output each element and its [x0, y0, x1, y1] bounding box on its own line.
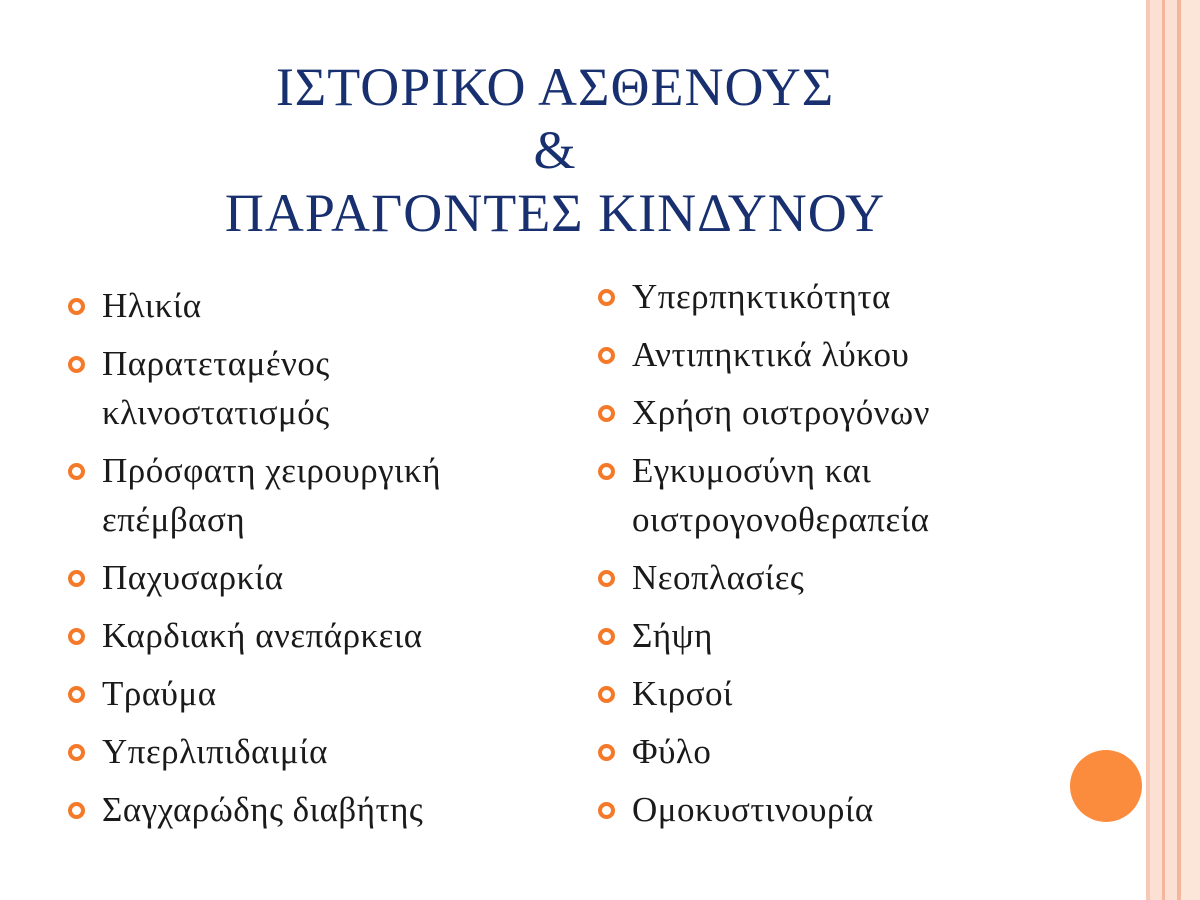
list-item — [64, 669, 564, 718]
list-item — [594, 446, 1134, 544]
title-line-1: ΙΣΤΟΡΙΚΟ ΑΣΘΕΝΟΥΣ — [275, 57, 835, 117]
list-item-label: Καρδιακή ανεπάρκεια — [102, 616, 423, 655]
list-item-label: Φύλο — [632, 732, 712, 771]
list-item-label: Υπερλιπιδαιμία — [102, 732, 328, 771]
list-item-label: Ηλικία — [102, 286, 202, 325]
slide-title — [0, 56, 1110, 245]
list-item — [64, 727, 564, 776]
list-item-label: Τραύμα — [102, 674, 217, 713]
decorative-stripe — [1165, 0, 1177, 900]
list-item — [64, 446, 564, 544]
bullet-icon — [598, 347, 615, 364]
risk-factors-right-list — [594, 272, 1134, 843]
list-item-label: Πρόσφατη χειρουργική επέμβαση — [102, 451, 441, 539]
bullet-icon — [68, 570, 85, 587]
bullet-icon — [598, 686, 615, 703]
list-item-label: Σήψη — [632, 616, 713, 655]
bullet-icon — [598, 744, 615, 761]
bullet-icon — [598, 802, 615, 819]
list-item-label: Χρήση οιστρογόνων — [632, 393, 930, 432]
bullet-icon — [68, 686, 85, 703]
list-item-label: Κιρσοί — [632, 674, 733, 713]
list-item — [64, 553, 564, 602]
bullet-icon — [68, 298, 85, 315]
decorative-stripe — [1181, 0, 1200, 900]
list-item — [594, 388, 1134, 437]
decorative-stripe — [1150, 0, 1162, 900]
list-item — [594, 553, 1134, 602]
bullet-icon — [68, 463, 85, 480]
bullet-icon — [598, 463, 615, 480]
list-item-label: Σαγχαρώδης διαβήτης — [102, 790, 424, 829]
title-line-3: ΠΑΡΑΓΟΝΤΕΣ ΚΙΝΔΥΝΟΥ — [224, 183, 886, 243]
bullet-icon — [68, 356, 85, 373]
list-item — [64, 785, 564, 834]
risk-factors-left-list — [64, 281, 564, 843]
list-item-label: Νεοπλασίες — [632, 558, 805, 597]
list-item — [594, 785, 1134, 834]
bullet-icon — [598, 628, 615, 645]
list-item — [594, 669, 1134, 718]
bullet-icon — [598, 570, 615, 587]
bullet-icon — [598, 289, 615, 306]
bullet-icon — [68, 744, 85, 761]
list-item — [594, 611, 1134, 660]
list-item-label: Αντιπηκτικά λύκου — [632, 335, 910, 374]
list-item-label: Εγκυμοσύνη και οιστρογονοθεραπεία — [632, 451, 930, 539]
bullet-icon — [598, 405, 615, 422]
list-item-label: Παχυσαρκία — [102, 558, 284, 597]
bullet-icon — [68, 628, 85, 645]
list-item — [64, 339, 564, 437]
list-item-label: Παρατεταμένος κλινοστατισμός — [102, 344, 330, 432]
list-item — [594, 272, 1134, 321]
list-item — [64, 281, 564, 330]
list-item — [64, 611, 564, 660]
title-line-2: & — [533, 120, 577, 180]
list-item — [594, 727, 1134, 776]
list-item-label: Ομοκυστινουρία — [632, 790, 874, 829]
list-item-label: Υπερπηκτικότητα — [632, 277, 891, 316]
list-item — [594, 330, 1134, 379]
bullet-icon — [68, 802, 85, 819]
